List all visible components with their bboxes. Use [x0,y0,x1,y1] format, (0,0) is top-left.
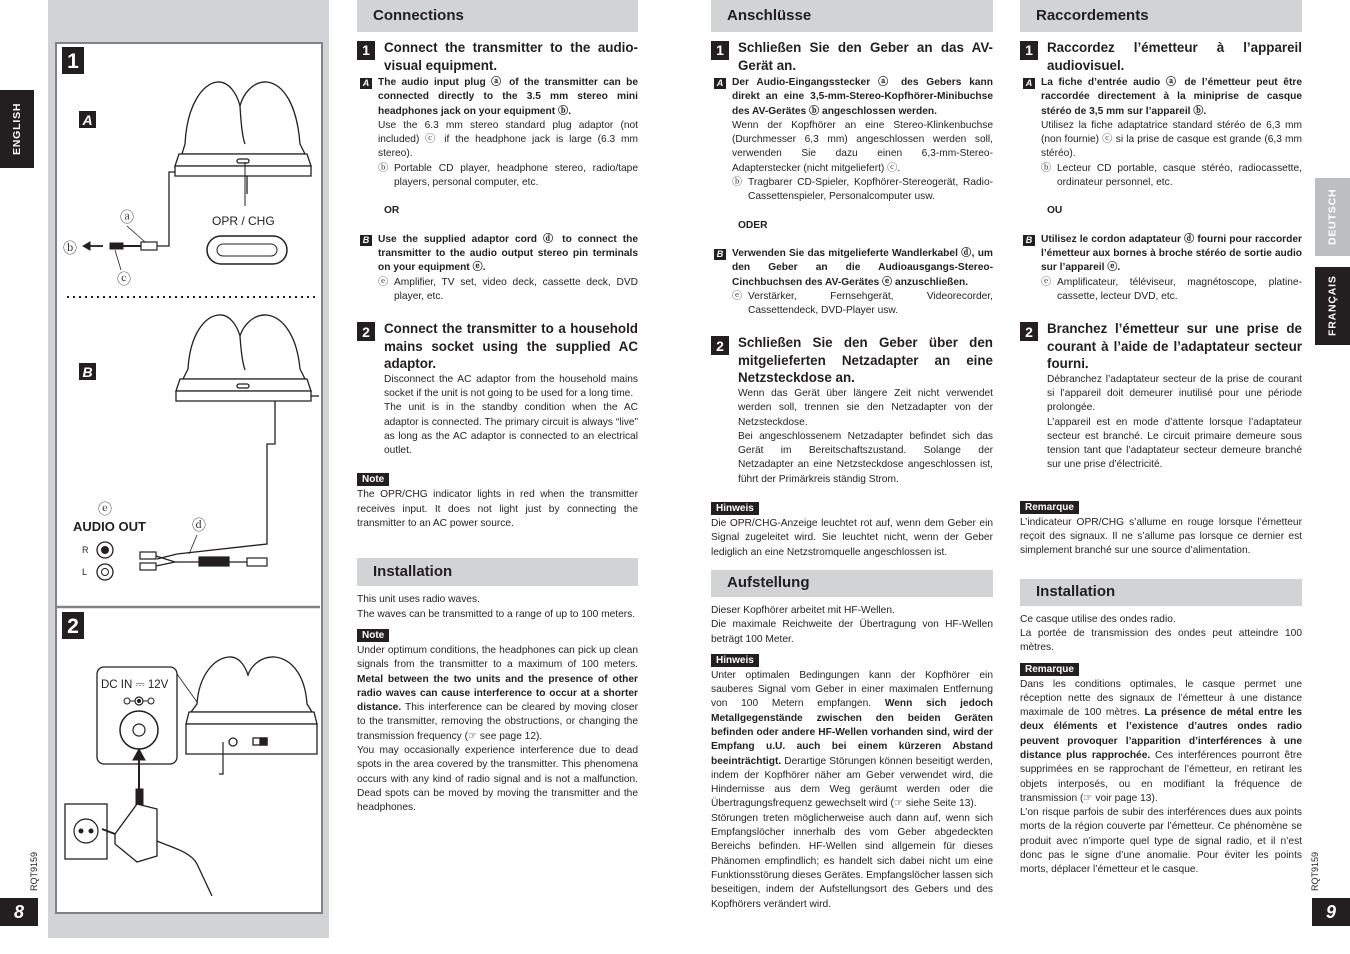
option-b-de [714,247,993,318]
step1-en [357,39,638,74]
step2-paragraph: Débranchez l’adaptateur secteur de la prise de courant si l’appareil doit demeurer inutilisé pour une période prolongée. [1047,373,1302,414]
step2-paragraph: Wenn das Gerät über längere Zeit nicht verwendet werden soll, trennen sie den Netzadapter von der Netzsteckdose. [738,387,993,428]
device-list-b: Portable CD player, headphone stereo, radio/tape players, personal computer, etc. [394,162,638,189]
item-marker: ⓔ [378,276,389,288]
figure-label-a: A [82,112,93,128]
step-number: 2 [711,336,729,355]
option-letter: A [714,78,726,89]
item-marker: ⓔ [732,290,743,302]
tab-deutsch: DEUTSCH [1315,178,1350,256]
item-marker: ⓑ [1041,162,1052,174]
step2-paragraph: The unit is in the standby condition when the AC adaptor is connected. The primary circuit is always “live” as long as the AC adaptor is connected to an electrical outlet. [384,402,638,457]
device-list-e: Verstärker, Fernsehgerät, Videorecorder, Cassettendeck, DVD-Player usw. [748,290,993,317]
ac-adaptor-drawing [115,804,157,862]
installation-paragraph: Die maximale Reichweite der Übertragung von HF-Wellen beträgt 100 Meter. [711,619,993,645]
or-separator: OU [1047,205,1063,217]
step-number: 2 [1020,322,1038,341]
note-badge: Remarque [1020,663,1079,676]
step-title: Connect the transmitter to a household mains socket using the supplied AC adaptor. [384,321,638,372]
tab-francais: FRANÇAIS [1315,267,1350,345]
installation-paragraph: This unit uses radio waves. [357,594,480,606]
option-a-de [714,76,993,205]
connections-heading-de: Anschlüsse [711,0,993,32]
label-circ-d: ⓓ [192,517,206,533]
device-list-e: Amplifier, TV set, video deck, cassette deck, DVD player, etc. [394,276,638,302]
tab-english: ENGLISH [0,90,34,168]
note-text: You may occasionally experience interference due to dead spots in the area covered by the transmitter. This phenomena occurs with any kind of radio signal and is not a malfunction. Dead spots can be moved by moving the transmitter and the headphones. [357,745,638,814]
wall-socket-drawing [65,804,107,859]
connections-heading-fr: Raccordements [1020,0,1302,32]
note-text: Dans les conditions optimales, le casque permet une réception nette des signaux de l’émetteur à une distance maximale de 100 mètres. La présence de métal entre les deux éléments et l’existence d’autres ondes radio peuvent provoquer l’apparition d’interférences à une distance plus rapprochée. Ces interférences pourront être supprimées en se rapprochant de l’émetteur, en retirant les objets interposés, ou en modifiant la fréquence de transmission (☞ voir page 13). [1020,678,1302,804]
option-a-text: Der Audio-Eingangsstecker ⓐ des Gebers kann direkt an eine 3,5-mm-Stereo-Kopfhörer-Minibuchse des AV-Gerätes ⓑ angeschlossen werden. [732,77,993,117]
note-text: Störungen treten möglicherweise auch dann auf, wenn sich Empfangslöcher innerhalb des vom Geber abgedeckten Bereichs befinden. HF-Wellen sind allgemein für dieses Phänomen empfindlich; es handelt sich dabei nicht um eine Funktionsstörung dieses Gerätes. Empfangslöcher lassen sich beseitigen, indem der Aufstellungsort des Gebers und des Kopfhörers verändert wird. [711,812,993,910]
step2-de [711,334,993,387]
option-letter: B [360,235,372,246]
dc-in-label: DC IN ⎓ 12V [101,679,169,691]
option-b-en [360,233,638,304]
option-a-text2: Wenn der Kopfhörer an eine Stereo-Klinkenbuchse (Durchmesser 6,3 mm) angeschlossen werden soll, verwenden Sie dazu einen 6,3-mm-Stereo-Adapterstecker (nicht mitgeliefert) ⓒ. [732,119,993,174]
step-title: Branchez l’émetteur sur une prise de courant à l’aide de l’adaptateur secteur fourni. [1047,321,1302,372]
audio-out-l-jack [97,564,113,580]
doc-code-right: RQT9159 [1310,852,1320,892]
figure-step1-number: 1 [67,50,79,73]
adaptor-cord-d-drawing [140,552,267,570]
label-circ-e: ⓔ [98,501,112,517]
adaptor-c-drawing [110,243,123,249]
item-marker: ⓑ [378,162,389,174]
step2-paragraph: Bei angeschlossenem Netzadapter befindet sich das Gerät im Bereitschaftszustand. Solange der Netzadapter an eine Netzsteckdose angeschlossen ist, führt der Primärkreis ständig Strom. [738,430,993,485]
german-column [711,0,993,912]
opr-chg-indicator-inner [217,244,277,256]
page-number-right: 9 [1312,898,1350,926]
label-circ-b: ⓑ [63,240,77,256]
installation-heading-fr: Installation [1020,579,1302,606]
option-b-text: Use the supplied adaptor cord ⓓ to connect the transmitter to the audio output stereo pin terminals on your equipment ⓔ. [378,233,638,274]
plug-a-drawing [141,242,157,250]
audio-out-label: AUDIO OUT [73,519,146,534]
installation-paragraph: Ce casque utilise des ondes radio. [1020,613,1176,625]
option-letter: A [1023,78,1035,89]
option-a-fr [1023,76,1302,190]
label-circ-a: ⓐ [120,209,134,225]
doc-code-left: RQT9159 [29,852,39,892]
note-text: Die OPR/CHG-Anzeige leuchtet rot auf, wenn dem Geber ein Signal zugeleitet wird. Sie leuchtet nicht, wenn der Geber lediglich an eine Netzstromquelle angeschlossen ist. [711,518,993,558]
connections-heading-en: Connections [357,0,638,32]
step2-paragraph: L’appareil est en mode d’attente lorsque l’adaptateur secteur est branché. Le circuit primaire demeure sous tension tant que l’adaptateur secteur demeure branché sur une prise d’électricité. [1047,416,1302,471]
note-badge: Note [357,629,389,642]
step-number: 2 [357,322,375,341]
note-text: L’indicateur OPR/CHG s’allume en rouge lorsque l’émetteur reçoit des signaux. Il ne s’allume pas lorsque ce dernier est simplement branché sur une source d’alimentation. [1020,516,1302,557]
transmitter-a-drawing [175,82,311,194]
installation-paragraph: Dieser Kopfhörer arbeitet mit HF-Wellen. [711,604,895,616]
english-column [357,0,638,815]
option-letter: B [1023,235,1035,246]
opr-chg-indicator-outline [207,236,287,264]
note-text: L’on risque parfois de subir des interférences dues aux points morts de la région couverte par l’émetteur. Ce phénomène se produit avec n’importe quel type de signal radio, et il n’est donc pas le signe d’une anomalie. Pour éviter les points morts, déplacer l’émetteur et le casque. [1020,807,1302,876]
step-number: 1 [357,41,375,60]
option-b-text: Verwenden Sie das mitgelieferte Wandlerkabel ⓓ, um den Geber an die Audioausgangs-Stereo-Cinchbuchsen des AV-Gerätes ⓔ anzuschließen. [732,247,993,288]
page-number-left: 8 [0,898,38,926]
option-a-text: The audio input plug ⓐ of the transmitter can be connected directly to the 3.5 mm stereo mini headphones jack on your equipment ⓑ. [378,77,638,117]
device-list-e: Amplificateur, téléviseur, magnétoscope, platine-cassette, lecteur DVD, etc. [1057,276,1302,302]
arrow-up-icon [133,749,145,760]
installation-heading-de: Aufstellung [711,570,993,597]
step-number: 1 [1020,41,1038,60]
item-marker: ⓑ [732,177,743,189]
step1-fr [1020,39,1302,74]
option-b-text: Utilisez le cordon adaptateur ⓓ fourni pour raccorder l’émetteur aux bornes à broche stéréo de sortie audio sur l’appareil ⓔ. [1041,233,1302,274]
step-title: Schließen Sie den Geber über den mitgelieferten Netzadapter an eine Netzsteckdose an. [738,335,993,386]
figure-label-b: B [82,364,93,380]
label-circ-c: ⓒ [117,271,131,287]
option-a-text2: Utilisez la fiche adaptatrice standard stéréo de 6,3 mm (non fournie) ⓒ si la prise de casque est grande (6,3 mm stéréo). [1041,119,1302,160]
item-marker: ⓔ [1041,276,1052,288]
note-text: The OPR/CHG indicator lights in red when the transmitter receives input. It does not light just by connecting the transmitter to an AC power source. [357,489,638,530]
connection-illustration [57,44,320,911]
or-separator: ODER [738,219,768,231]
step2-paragraph: Disconnect the AC adaptor from the household mains socket if the unit is not going to be used for a long time. [384,373,638,399]
step-title: Connect the transmitter to the audio-visual equipment. [384,40,638,73]
dc-in-jack [120,711,158,749]
opr-chg-label: OPR / CHG [212,214,275,228]
step2-en [357,320,638,373]
figure-panel [55,42,323,914]
option-a-text: La fiche d’entrée audio ⓐ de l’émetteur peut être raccordée directement à la miniprise de casque stéréo de 3,5 mm sur l’appareil ⓑ. [1041,77,1302,117]
note-badge: Remarque [1020,501,1079,514]
note-badge: Note [357,473,389,486]
step-title: Raccordez l’émetteur à l’appareil audiovisuel. [1047,40,1302,73]
l-label: L [82,567,88,577]
transmitter-b-drawing [176,315,311,401]
note-badge: Hinweis [711,502,759,515]
note-text: Unter optimalen Bedingungen kann der Kopfhörer ein sauberes Signal vom Geber in einer maximalen Entfernung von 100 Metern empfangen. Wenn sich jedoch Metallgegenstände zwischen den beiden Geräten befinden oder andere HF-Wellen vorhanden sind, wird der Empfang u.U. auch bei einem kürzeren Abstand beeinträchtigt. Derartige Störungen können beseitigt werden, indem der Kopfhörer näher am Geber verwendet wird, die Hindernisse aus dem Weg geräumt werden oder die Übertragungsfrequenz gewechselt wird (☞ siehe Seite 13). [711,669,994,810]
note-badge: Hinweis [711,654,759,667]
option-b-fr [1023,233,1302,304]
option-a-text2: Use the 6.3 mm stereo standard plug adaptor (not included) ⓒ if the headphone jack is large (6.3 mm stereo). [378,119,638,160]
r-label: R [82,545,89,555]
step-title: Schließen Sie den Geber an das AV-Gerät an. [738,40,993,73]
note-text: Under optimum conditions, the headphones can pick up clean signals from the transmitter to a maximum of 100 meters. Metal between the two units and the presence of other radio waves can cause interference to occur at a shorter distance. This interference can be cleared by moving closer to the transmitter, removing the obstructions, or changing the transmission frequency (☞ see page 12). [357,644,638,742]
french-column [1020,0,1302,878]
installation-paragraph: La portée de transmission des ondes peut atteindre 100 mètres. [1020,627,1302,654]
figure-step2-number: 2 [67,615,79,638]
transmitter-2-drawing [186,657,317,754]
device-list-b: Tragbarer CD-Spieler, Kopfhörer-Stereogerät, Radio-Cassettenspieler, Personalcomputer usw. [748,177,993,203]
option-letter: A [360,78,372,89]
device-list-b: Lecteur CD portable, casque stéréo, radiocassette, ordinateur personnel, etc. [1057,162,1302,189]
option-a-en [360,76,638,190]
option-letter: B [714,249,726,260]
installation-heading-en: Installation [357,558,638,586]
installation-paragraph: The waves can be transmitted to a range of up to 100 meters. [357,608,636,620]
cable-b [157,401,275,559]
step1-de [711,39,993,74]
or-separator: OR [384,205,400,217]
step2-fr [1020,320,1302,373]
arrow-to-b-icon [83,242,90,250]
step-number: 1 [711,41,729,60]
cable-a [157,172,175,246]
